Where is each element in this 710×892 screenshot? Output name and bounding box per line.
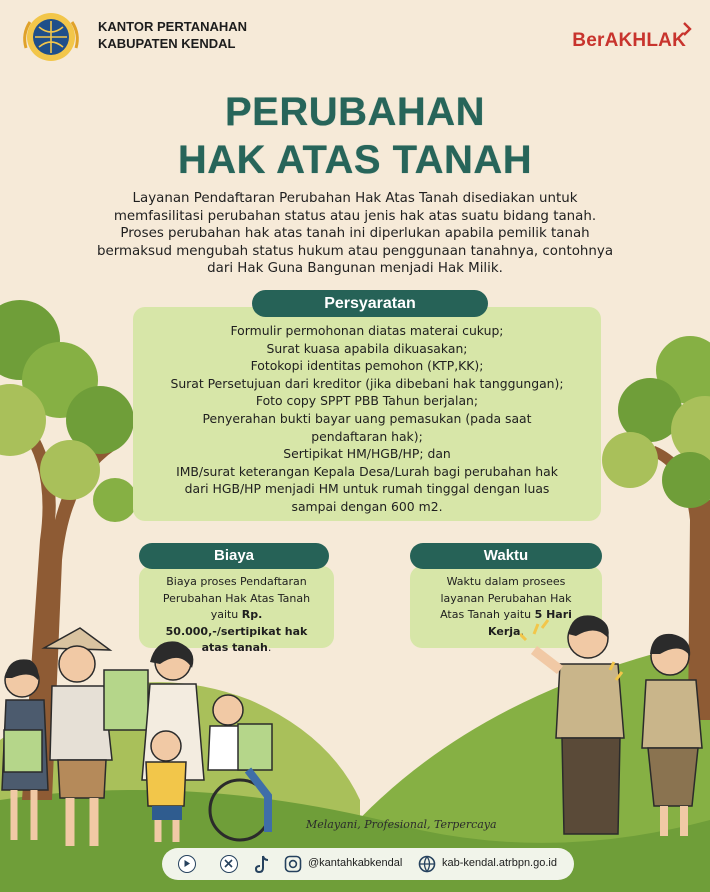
intro-paragraph: Layanan Pendaftaran Perubahan Hak Atas Tanah disediakan untuk memfasilitasi perubahan status atau jenis hak atas suatu bidang tanah. Proses perubahan hak atas tanah ini diperlukan apabila pemilik tanah bermaksud mengubah status hukum atau penggunaan tanahnya, contohnya dari Hak Guna Bangunan menjadi Hak Milik. [96, 191, 614, 277]
berakhlak-logo: BerAKHLAK [572, 30, 686, 51]
time-duration: 5 Hari Kerja [488, 608, 572, 638]
time-heading: Waktu [410, 543, 602, 569]
requirement-item: Penyerahan bukti bayar uang pemasukan (pada saat pendaftaran hak); [202, 410, 532, 444]
requirement-item: Formulir permohonan diatas materai cukup; [230, 323, 504, 338]
social-bar [162, 848, 574, 880]
office-name-line1: KANTOR PERTANAHAN [98, 19, 248, 34]
requirement-item: Sertipikat HM/HGB/HP; dan [283, 446, 451, 462]
family-illustration [0, 620, 290, 855]
website-link[interactable]: kab-kendal.atrbpn.go.id [442, 857, 557, 869]
bpn-logo-icon [20, 10, 82, 64]
globe-icon[interactable] [418, 855, 436, 873]
fee-text: Biaya proses Pendaftaran Perubahan Hak Atas Tanah yaitu [162, 575, 311, 622]
youtube-icon[interactable] [178, 855, 196, 873]
requirement-item: Surat Persetujuan dari kreditor (jika dibebani hak tanggungan); [170, 375, 564, 391]
tagline: Melayani, Profesional, Terpercaya [306, 818, 497, 831]
time-end: . [520, 624, 524, 638]
time-text: Waktu dalam prosees layanan Perubahan Hak Atas Tanah yaitu [440, 575, 572, 622]
requirement-item: Fotokopi identitas pemohon (KTP,KK); [250, 358, 484, 374]
fee-amount: Rp. 50.000,-/sertipikat hak atas tanah [165, 608, 308, 655]
requirements-card [133, 307, 601, 521]
requirement-item: Foto copy SPPT PBB Tahun berjalan; [255, 393, 479, 409]
office-name-line2: KABUPATEN KENDAL [98, 36, 236, 51]
fee-heading: Biaya [139, 543, 329, 569]
office-name [98, 18, 247, 52]
requirement-item: IMB/surat keterangan Kepala Desa/Lurah bagi perubahan hak dari HGB/HP menjadi HM untuk rumah tinggal dengan luas sampai dengan 600 m2. [176, 463, 558, 514]
fee-end: . [267, 641, 272, 655]
x-icon[interactable] [220, 855, 238, 873]
instagram-handle[interactable]: @kantahkabkendal [308, 857, 403, 869]
requirement-item: Surat kuasa apabila dikuasakan; [266, 340, 468, 356]
requirements-heading: Persyaratan [252, 290, 488, 317]
tiktok-icon[interactable] [254, 854, 270, 874]
page-title-line2: HAK ATAS TANAH [177, 138, 533, 182]
chevron-right-icon [682, 22, 692, 36]
page-title-line1: PERUBAHAN [224, 90, 486, 134]
instagram-icon[interactable] [284, 855, 302, 873]
officers-illustration [520, 610, 710, 850]
page-title [0, 88, 710, 184]
